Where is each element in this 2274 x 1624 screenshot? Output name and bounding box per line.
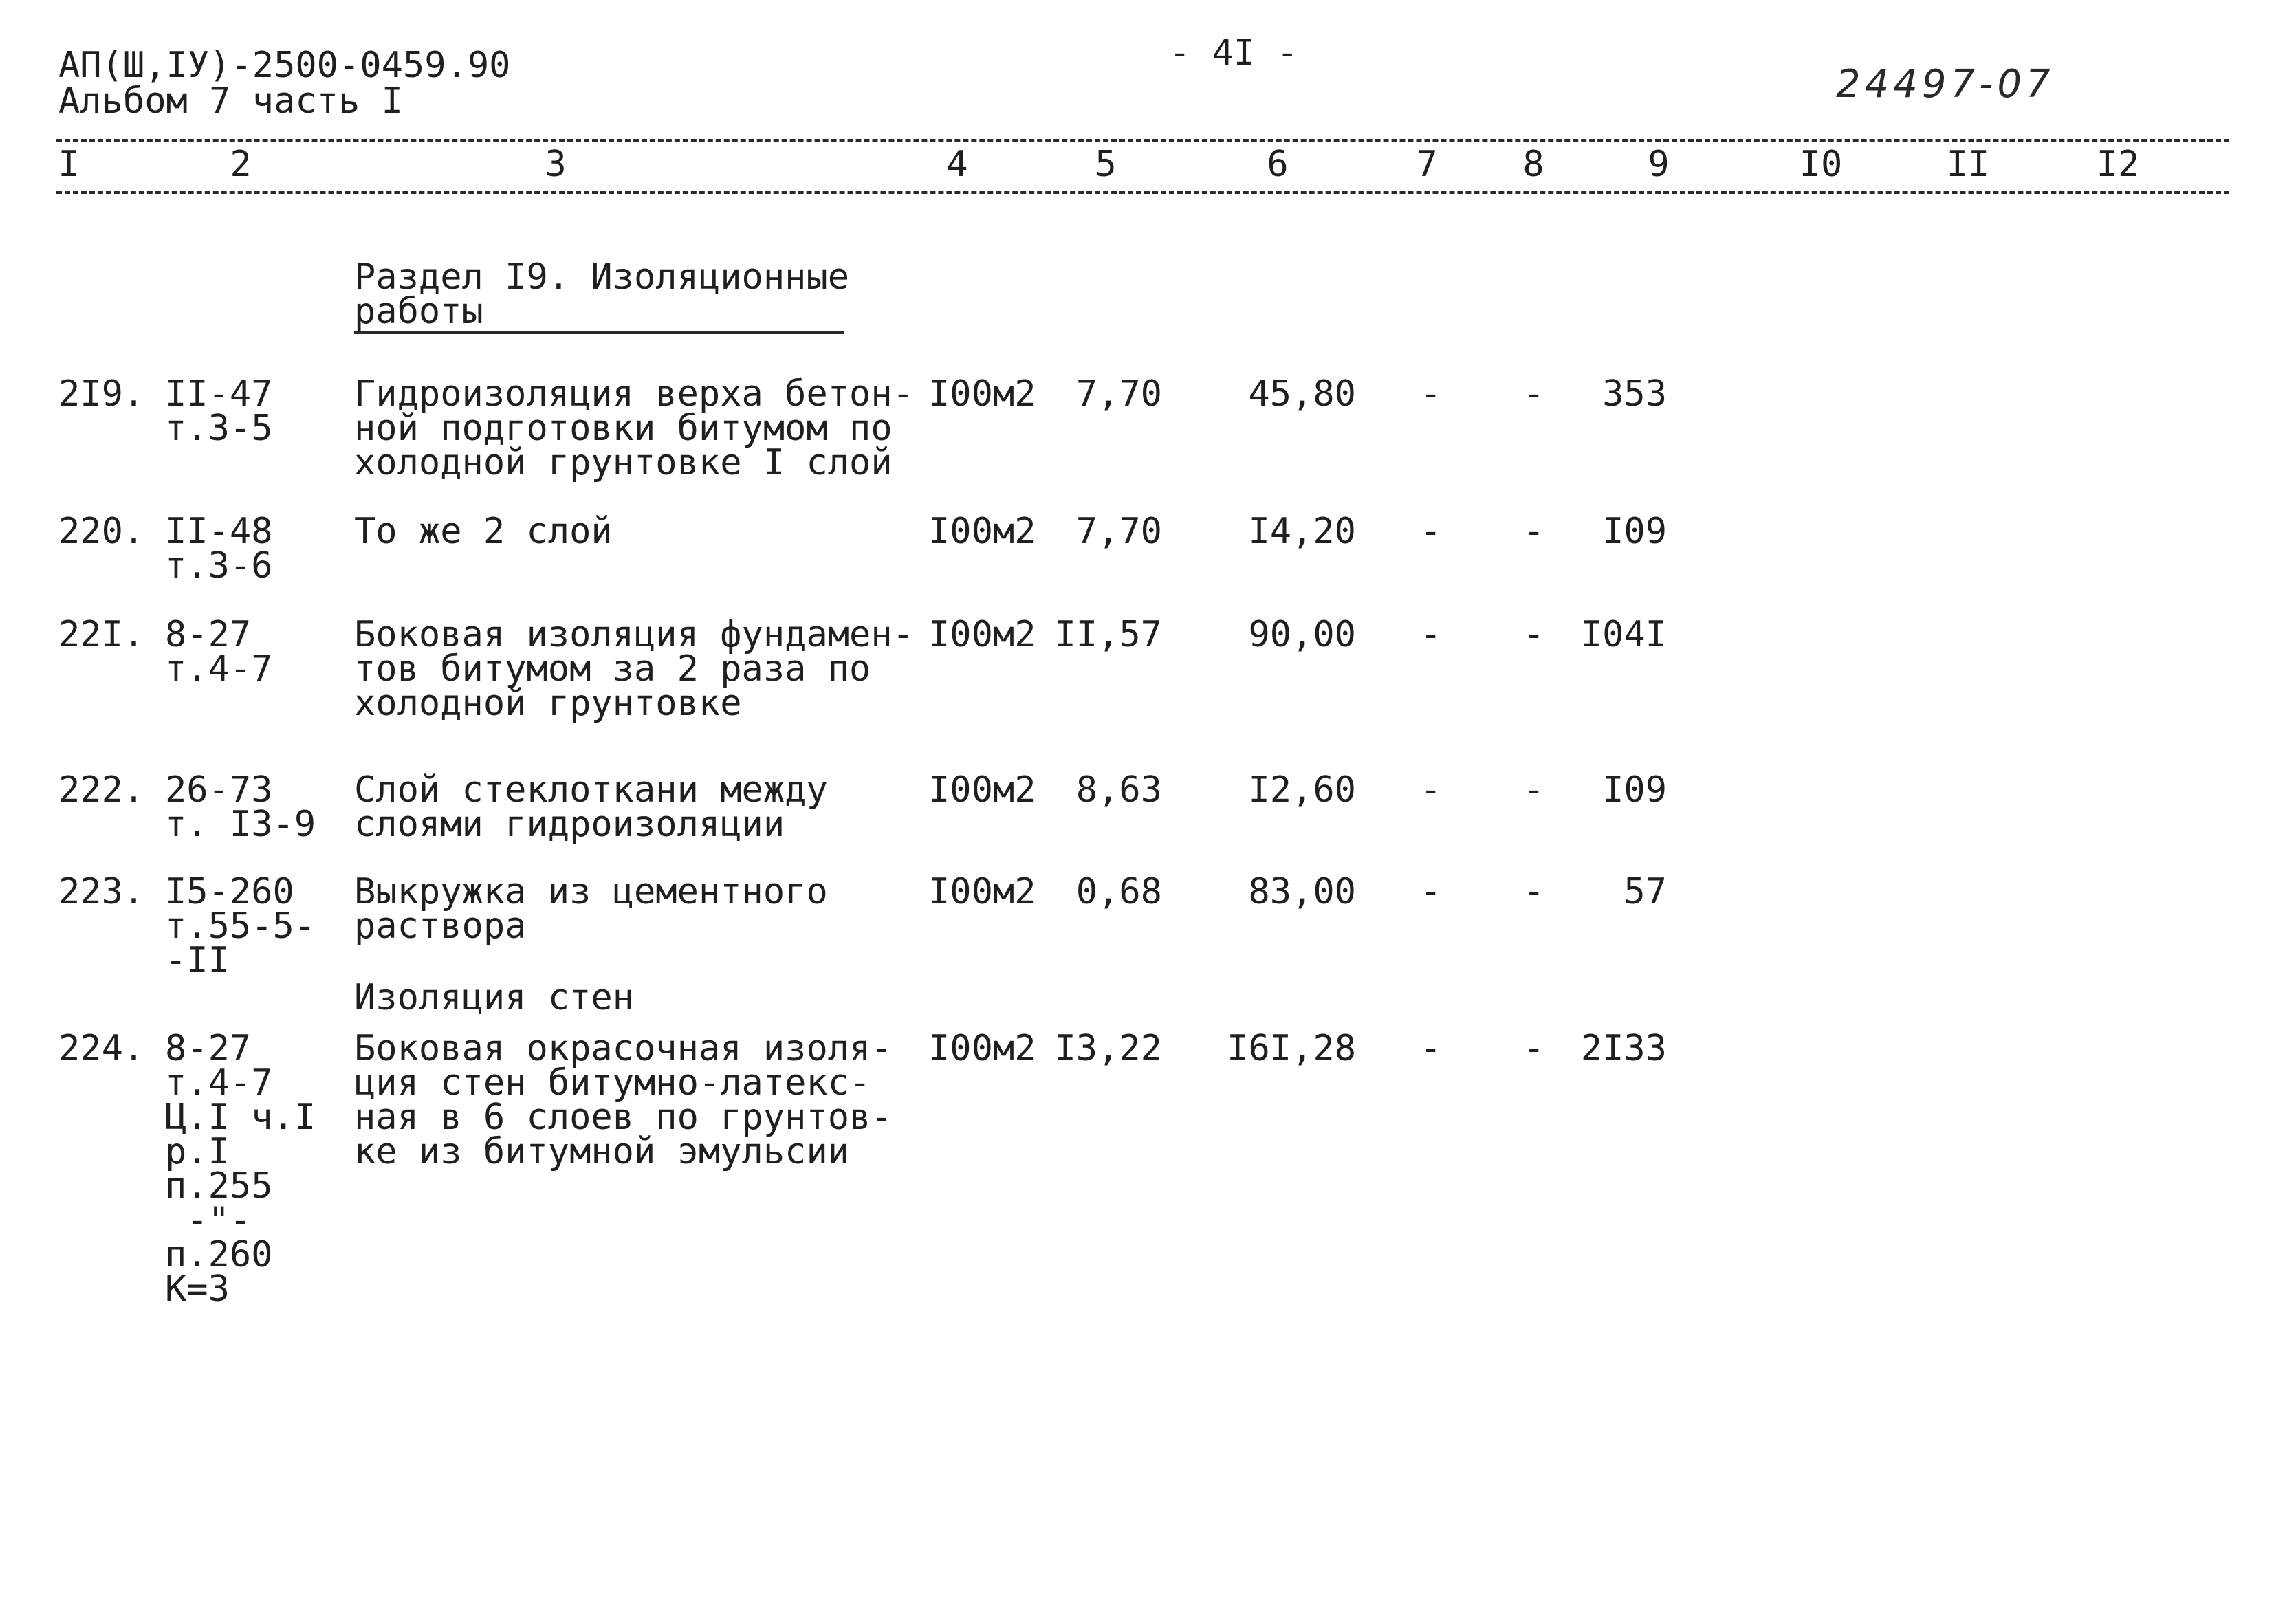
- header-rule-bottom: [56, 191, 2229, 194]
- unit-price: 90,00: [1248, 614, 1356, 655]
- column-number: 3: [545, 144, 567, 185]
- column-number: I: [58, 144, 80, 185]
- total-cost: 2I33: [1580, 1028, 1667, 1069]
- norm-code: II-48 т.3-6: [165, 511, 273, 586]
- work-description: То же 2 слой: [354, 511, 613, 552]
- norm-code: 26-73 т. I3-9: [165, 769, 316, 845]
- page-number: - 4I -: [1169, 32, 1298, 74]
- section-title-underline: [354, 331, 844, 334]
- unit: I00м2: [928, 1028, 1036, 1069]
- column-number: 8: [1522, 144, 1544, 185]
- subsection-title: Изоляция стен: [354, 977, 634, 1018]
- quantity: 7,70: [1075, 373, 1162, 415]
- work-description: Слой стеклоткани между слоями гидроизоляции: [354, 769, 828, 845]
- column-8-value: -: [1523, 769, 1545, 811]
- column-number: 7: [1416, 144, 1438, 185]
- unit: I00м2: [928, 769, 1036, 811]
- column-number: I0: [1799, 144, 1843, 185]
- column-number: II: [1946, 144, 1990, 185]
- column-8-value: -: [1523, 373, 1545, 415]
- unit: I00м2: [928, 871, 1036, 912]
- column-7-value: -: [1420, 511, 1442, 552]
- row-number: 223.: [58, 871, 145, 912]
- column-7-value: -: [1420, 871, 1442, 912]
- unit: I00м2: [928, 373, 1036, 415]
- unit-price: 83,00: [1248, 871, 1356, 912]
- row-number: 224.: [58, 1028, 145, 1069]
- section-title: Раздел I9. Изоляционные работы: [354, 256, 850, 332]
- unit-price: 45,80: [1248, 373, 1356, 415]
- total-cost: I04I: [1580, 614, 1667, 655]
- header-rule-top: [56, 139, 2229, 142]
- quantity: II,57: [1054, 614, 1162, 655]
- unit: I00м2: [928, 511, 1036, 552]
- unit-price: I6I,28: [1227, 1028, 1356, 1069]
- total-cost: 57: [1623, 871, 1667, 912]
- quantity: 7,70: [1075, 511, 1162, 552]
- norm-code: 8-27 т.4-7 Ц.I ч.I р.I п.255 -"- п.260 К=3: [165, 1028, 316, 1310]
- row-number: 222.: [58, 769, 145, 811]
- unit: I00м2: [928, 614, 1036, 655]
- column-number: I2: [2096, 144, 2140, 185]
- row-number: 2I9.: [58, 373, 145, 415]
- quantity: I3,22: [1054, 1028, 1162, 1069]
- document-code: АП(Ш,IУ)-2500-0459.90: [58, 45, 511, 86]
- work-description: Боковая изоляция фундамен- тов битумом за 2 раза по холодной грунтовке: [354, 614, 914, 724]
- column-number: 5: [1095, 144, 1117, 185]
- column-8-value: -: [1523, 1028, 1545, 1069]
- column-8-value: -: [1523, 511, 1545, 552]
- column-8-value: -: [1523, 614, 1545, 655]
- column-8-value: -: [1523, 871, 1545, 912]
- work-description: Выкружка из цементного раствора: [354, 871, 828, 947]
- total-cost: I09: [1602, 769, 1667, 811]
- column-7-value: -: [1420, 769, 1442, 811]
- norm-code: I5-260 т.55-5- -II: [165, 871, 316, 981]
- total-cost: I09: [1602, 511, 1667, 552]
- work-description: Гидроизоляция верха бетон- ной подготовки битумом по холодной грунтовке I слой: [354, 373, 914, 483]
- quantity: 8,63: [1075, 769, 1162, 811]
- quantity: 0,68: [1075, 871, 1162, 912]
- column-number: 4: [946, 144, 968, 185]
- column-number: 6: [1267, 144, 1289, 185]
- column-number: 2: [230, 144, 252, 185]
- work-description: Боковая окрасочная изоля- ция стен битумно-латекс- ная в 6 слоев по грунтов- ке из битумной эмульсии: [354, 1028, 893, 1172]
- album-label: Альбом 7 часть I: [58, 80, 403, 122]
- unit-price: I2,60: [1248, 769, 1356, 811]
- row-number: 220.: [58, 511, 145, 552]
- column-7-value: -: [1420, 614, 1442, 655]
- norm-code: II-47 т.3-5: [165, 373, 273, 449]
- column-7-value: -: [1420, 1028, 1442, 1069]
- unit-price: I4,20: [1248, 511, 1356, 552]
- column-number: 9: [1648, 144, 1670, 185]
- total-cost: 353: [1602, 373, 1667, 415]
- handwritten-number: 24497-07: [1836, 62, 2055, 107]
- column-7-value: -: [1420, 373, 1442, 415]
- norm-code: 8-27 т.4-7: [165, 614, 273, 690]
- row-number: 22I.: [58, 614, 145, 655]
